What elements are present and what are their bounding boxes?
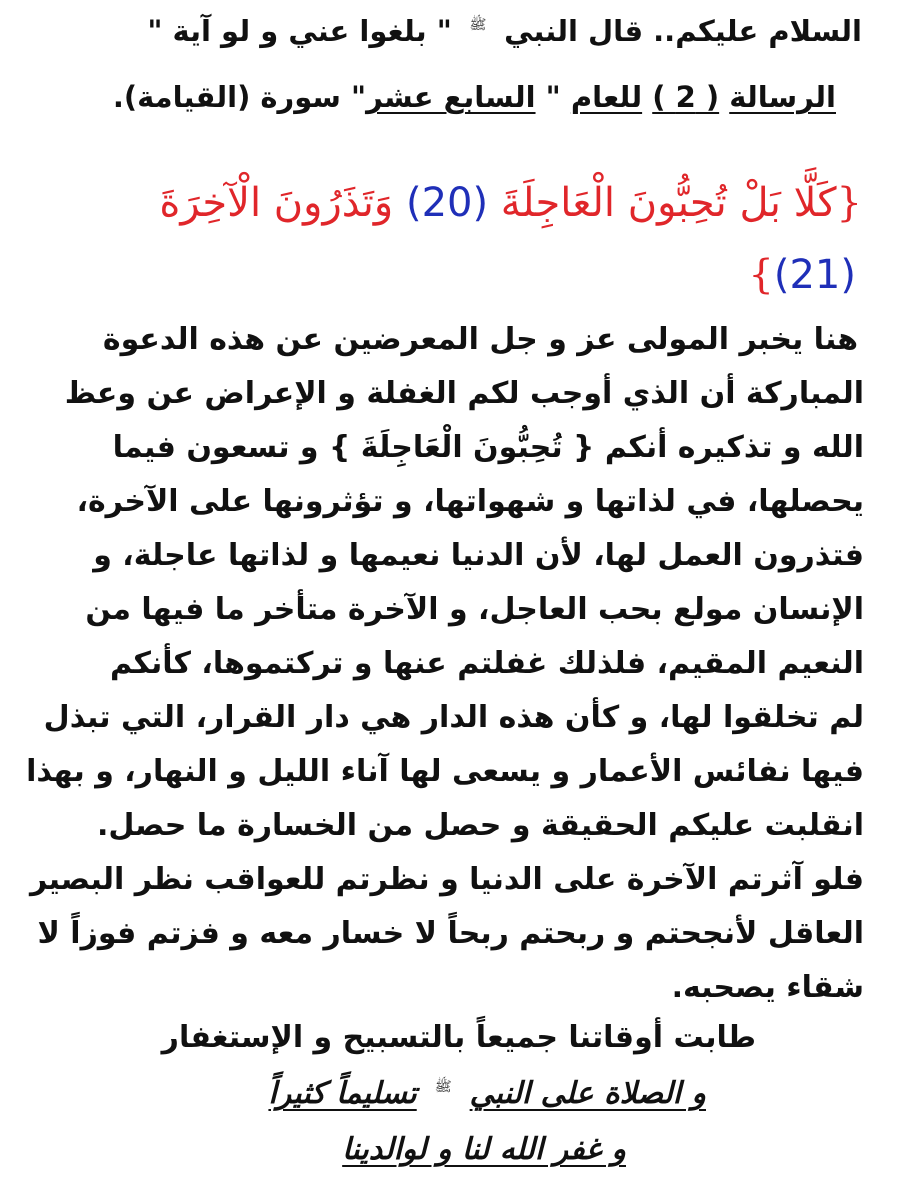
salat-text: و الصلاة على النبي (469, 1076, 706, 1111)
year-label: للعام (570, 80, 643, 114)
verse-number-21: (21) (773, 252, 856, 298)
closing-line-2 (0, 1076, 706, 1111)
verse-line-1 (0, 180, 862, 226)
closing-line-1: طابت أوقاتنا جميعاً بالتسبيح و الإستغفار (161, 1020, 756, 1055)
verse-part-2: وَتَذَرُونَ الْآخِرَةَ (159, 180, 394, 226)
body-line: الله و تذكيره أنكم { تُحِبُّونَ الْعَاجِلَةَ } و تسعون فيما (112, 430, 864, 465)
verse-close-brace: } (748, 252, 774, 298)
message-number: ( 2 ) (652, 80, 720, 114)
verse-number-20: (20) (405, 180, 489, 226)
dua-text: و غفر الله لنا و لوالدينا (342, 1132, 626, 1167)
verse-line-2 (0, 252, 856, 298)
body-line: المباركة أن الذي أوجب لكم الغفلة و الإعراض عن وعظ (64, 376, 864, 411)
saw-glyph: ﷺ (434, 1078, 452, 1095)
body-line: فتذرون العمل لها، لأن الدنيا نعيمها و لذاتها عاجلة، و (93, 538, 864, 573)
body-line: فيها نفائس الأعمار و يسعى لها آناء الليل و النهار، و بهذا (26, 754, 864, 789)
greeting-text: السلام عليكم.. قال النبي (504, 14, 862, 48)
saw-glyph: ﷺ (469, 17, 487, 33)
surah-name: " سورة (القيامة). (112, 80, 367, 114)
header-line-2 (0, 80, 836, 114)
body-line: هنا يخبر المولى عز و جل المعرضين عن هذه الدعوة (102, 322, 858, 357)
body-line: العاقل لأنجحتم و ربحتم ربحاً لا خسار معه و فزتم فوزاً لا (37, 916, 864, 951)
message-label: الرسالة (729, 80, 836, 114)
hadith-quote: " بلغوا عني و لو آية " (147, 14, 452, 48)
body-line: شقاء يصحبه. (671, 970, 864, 1005)
quote-open: " (545, 80, 561, 114)
closing-line-3 (0, 1132, 626, 1167)
body-line: الإنسان مولع بحب العاجل، و الآخرة متأخر ما فيها من (85, 592, 864, 627)
body-line: انقلبت عليكم الحقيقة و حصل من الخسارة ما حصل. (96, 808, 864, 843)
verse-open-brace: { (836, 180, 862, 226)
tasleem-text: تسليماً كثيراً (268, 1076, 417, 1111)
body-line: فلو آثرتم الآخرة على الدنيا و نظرتم للعواقب نظر البصير (30, 862, 864, 897)
body-line: لم تخلقوا لها، و كأن هذه الدار هي دار القرار، التي تبذل (43, 700, 864, 735)
body-line: النعيم المقيم، فلذلك غفلتم عنها و تركتموها، كأنكم (110, 646, 864, 681)
body-line: يحصلها، في لذاتها و شهواتها، و تؤثرونها على الآخرة، (76, 484, 864, 519)
header-line-1 (0, 14, 862, 48)
year-ordinal: السابع عشر (366, 80, 536, 114)
verse-part-1: كَلَّا بَلْ تُحِبُّونَ الْعَاجِلَةَ (500, 180, 837, 226)
